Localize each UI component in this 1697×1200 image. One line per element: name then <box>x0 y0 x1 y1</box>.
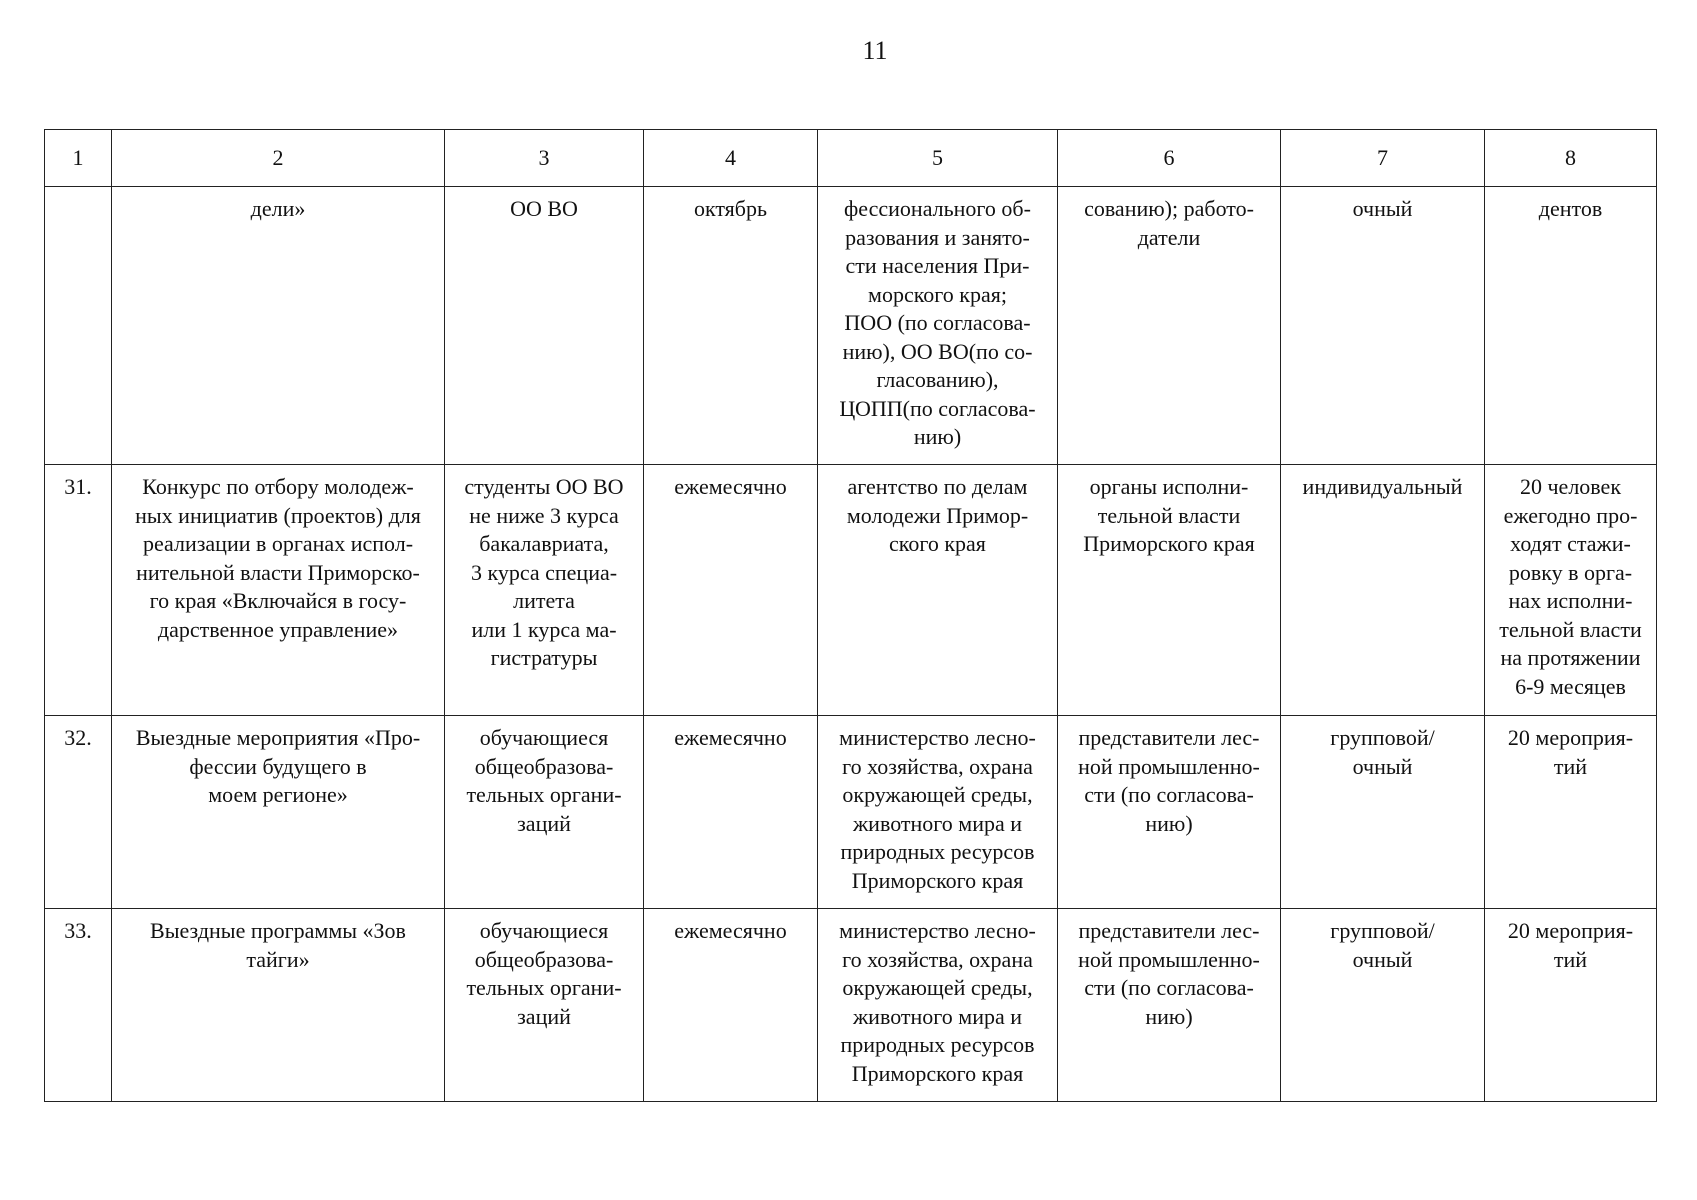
cell-text-line: тий <box>1553 946 1588 972</box>
cell-text-line: представители лес- <box>1078 918 1260 943</box>
cell-text-line: сти населения При- <box>845 253 1030 278</box>
cell-text-line: 31. <box>64 474 92 499</box>
cell-text-line: на протяжении <box>1500 645 1641 670</box>
cell-text-line: нительной власти Приморско- <box>136 559 420 585</box>
cell-responsible <box>818 716 1058 909</box>
cell-text-line: тельной власти <box>1097 502 1241 528</box>
cell-timing <box>644 465 818 716</box>
cell-text-line: нию) <box>1145 1003 1193 1029</box>
cell-text-line: окружающей среды, <box>842 975 1033 1000</box>
cell-text-line: морского края; <box>868 281 1007 307</box>
cell-text-line: министерство лесно- <box>839 725 1036 750</box>
cell-timing <box>644 716 818 909</box>
cell-responsible <box>818 465 1058 716</box>
cell-number <box>45 716 112 909</box>
cell-format <box>1281 909 1485 1102</box>
cell-text-line: заций <box>517 810 571 836</box>
cell-text-line: ной промышленно- <box>1078 753 1260 779</box>
cell-text-line: обучающиеся <box>479 725 609 750</box>
cell-text-line: студенты ОО ВО <box>464 474 624 499</box>
cell-text-line: ежемесячно <box>674 474 787 499</box>
cell-partners <box>1058 909 1281 1102</box>
cell-text-line: тельной власти <box>1499 616 1642 642</box>
cell-responsible <box>818 909 1058 1102</box>
cell-result <box>1485 716 1657 909</box>
cell-text-line: ПОО (по согласова- <box>844 310 1031 335</box>
cell-text-line: очный <box>1352 946 1413 972</box>
column-number: 7 <box>1281 130 1485 187</box>
cell-text-line: ОО ВО <box>510 196 578 221</box>
cell-text-line: Приморского края <box>1083 531 1255 556</box>
column-number: 4 <box>644 130 818 187</box>
cell-number <box>45 909 112 1102</box>
table-row <box>45 716 1657 909</box>
cell-text-line: министерство лесно- <box>839 918 1036 943</box>
cell-text-line: датели <box>1137 224 1201 250</box>
column-number: 2 <box>112 130 445 187</box>
cell-text-line: окружающей среды, <box>842 782 1033 807</box>
cell-text-line: дентов <box>1538 196 1603 221</box>
cell-timing <box>644 187 818 465</box>
cell-text-line: нию) <box>1145 810 1193 836</box>
cell-result <box>1485 187 1657 465</box>
cell-text-line: индивидуальный <box>1302 474 1463 499</box>
cell-participants <box>445 909 644 1102</box>
cell-result <box>1485 909 1657 1102</box>
cell-text-line: общеобразова- <box>474 946 614 972</box>
table-row <box>45 909 1657 1102</box>
cell-text-line: 20 мероприя- <box>1507 725 1634 750</box>
cell-partners <box>1058 465 1281 716</box>
cell-text-line: 6-9 месяцев <box>1515 673 1626 699</box>
cell-text-line: обучающиеся <box>479 918 609 943</box>
cell-text-line: ной промышленно- <box>1078 946 1260 972</box>
cell-text-line: октябрь <box>693 196 768 221</box>
cell-event-name <box>112 187 445 465</box>
cell-text-line: ровку в орга- <box>1508 559 1633 585</box>
cell-result <box>1485 465 1657 716</box>
cell-text-line: дели» <box>250 196 306 221</box>
cell-text-line: природных ресурсов <box>840 839 1035 864</box>
cell-text-line: ежегодно про- <box>1503 502 1638 528</box>
cell-text-line: заций <box>517 1003 571 1029</box>
table-row-continuation <box>45 187 1657 465</box>
column-number: 3 <box>445 130 644 187</box>
cell-text-line: 20 мероприя- <box>1507 918 1634 943</box>
cell-text-line: го хозяйства, охрана <box>842 946 1033 972</box>
cell-text-line: сти (по согласова- <box>1084 975 1254 1000</box>
cell-text-line: молодежи Примор- <box>846 502 1029 528</box>
cell-event-name <box>112 465 445 716</box>
cell-text-line: общеобразова- <box>474 753 614 779</box>
cell-text-line: гласованию), <box>876 367 999 392</box>
cell-text-line: ежемесячно <box>674 725 787 750</box>
cell-text-line: органы исполни- <box>1089 474 1249 499</box>
cell-text-line: очный <box>1352 753 1413 779</box>
cell-text-line: гистратуры <box>490 645 598 670</box>
cell-text-line: литета <box>513 588 575 613</box>
cell-text-line: ского края <box>889 531 986 556</box>
cell-partners <box>1058 716 1281 909</box>
cell-participants <box>445 465 644 716</box>
cell-text-line: реализации в органах испол- <box>142 531 414 556</box>
cell-text-line: 3 курса специа- <box>470 559 618 585</box>
cell-text-line: сти (по согласова- <box>1084 782 1254 807</box>
cell-responsible <box>818 187 1058 465</box>
cell-text-line: групповой/ <box>1330 725 1435 750</box>
cell-text-line: представители лес- <box>1078 725 1260 750</box>
cell-text-line: нах исполни- <box>1508 588 1633 613</box>
cell-text-line: 32. <box>64 725 92 750</box>
column-number: 6 <box>1058 130 1281 187</box>
cell-text-line: Выездные мероприятия «Про- <box>135 725 421 750</box>
cell-text-line: не ниже 3 курса <box>469 502 619 528</box>
cell-text-line: ходят стажи- <box>1510 531 1631 556</box>
page-number: 11 <box>862 36 888 65</box>
cell-text-line: Приморского края <box>851 867 1024 893</box>
cell-text-line: животного мира и <box>852 810 1023 836</box>
cell-text-line: тельных органи- <box>466 782 622 807</box>
cell-text-line: ЦОПП(по согласова- <box>839 395 1036 421</box>
cell-event-name <box>112 909 445 1102</box>
cell-format <box>1281 187 1485 465</box>
cell-number <box>45 187 112 465</box>
cell-text-line: го хозяйства, охрана <box>842 753 1033 779</box>
column-number: 1 <box>45 130 112 187</box>
cell-text-line: сованию); работо- <box>1084 196 1254 221</box>
cell-text-line: го края «Включайся в госу- <box>149 588 407 613</box>
cell-participants <box>445 716 644 909</box>
cell-text-line: нию) <box>913 424 962 449</box>
cell-text-line: тайги» <box>246 946 310 972</box>
cell-text-line: разования и занято- <box>845 224 1030 250</box>
cell-text-line: природных ресурсов <box>840 1032 1035 1057</box>
cell-text-line: агентство по делам <box>847 474 1028 499</box>
cell-text-line: Выездные программы «Зов <box>150 918 406 943</box>
cell-text-line: тий <box>1553 753 1588 779</box>
cell-text-line: 20 человек <box>1519 474 1622 499</box>
cell-partners <box>1058 187 1281 465</box>
cell-format <box>1281 716 1485 909</box>
cell-text-line: Приморского края <box>851 1060 1024 1086</box>
cell-text-line: ежемесячно <box>674 918 787 943</box>
column-number: 5 <box>818 130 1058 187</box>
cell-text-line: или 1 курса ма- <box>471 616 617 642</box>
cell-timing <box>644 909 818 1102</box>
cell-text-line: дарственное управление» <box>157 616 399 642</box>
column-number: 8 <box>1485 130 1657 187</box>
cell-text-line: моем регионе» <box>208 782 348 807</box>
cell-text-line: групповой/ <box>1330 918 1435 943</box>
cell-participants <box>445 187 644 465</box>
cell-text-line: фессионального об- <box>844 196 1031 221</box>
cell-text-line: очный <box>1352 196 1413 221</box>
cell-text-line: животного мира и <box>852 1003 1023 1029</box>
table-row <box>45 465 1657 716</box>
cell-text-line: 33. <box>64 918 92 943</box>
cell-text-line: ных инициатив (проектов) для <box>135 502 421 528</box>
cell-text-line: бакалавриата, <box>479 531 609 556</box>
cell-text-line: фессии будущего в <box>189 753 367 779</box>
cell-text-line: нию), ОО ВО(по со- <box>842 338 1033 364</box>
cell-text-line: Конкурс по отбору молодеж- <box>142 474 414 499</box>
cell-event-name <box>112 716 445 909</box>
events-table <box>44 129 1657 1102</box>
cell-format <box>1281 465 1485 716</box>
cell-text-line: тельных органи- <box>466 975 622 1000</box>
column-number-row <box>45 130 1657 187</box>
cell-number <box>45 465 112 716</box>
